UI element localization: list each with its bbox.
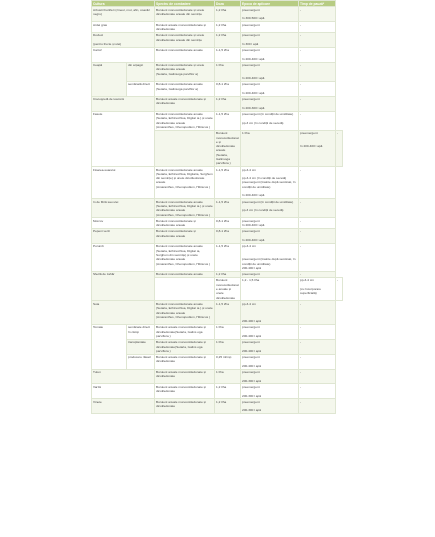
spectrum-cell: Buruieni monocotiledonate și dicotiledonate anuale <box>155 228 215 243</box>
crop-cell: Vinete <box>92 399 155 414</box>
table-row <box>92 111 343 130</box>
spectrum-cell: Buruieni monocotiledonate și dicotiledonate anuale (Setaria, Galinsoga parviflora ) <box>216 131 239 166</box>
application-epoch-cell: preemergent 200-400 l apă <box>241 339 299 354</box>
dose-cell: 1-1,5 l/ha <box>215 243 241 271</box>
table-row <box>92 301 343 324</box>
pause-time-cell: - <box>299 167 336 199</box>
table-row <box>92 354 343 369</box>
spectrum-cell: Buruieni monocotiledonate anuale (Setaria, Echinochloa, Digitar ia ) și unele dicotiledonate anuale (Amaranthus, Chenopodium, Hibiscus ) <box>155 301 215 324</box>
spectrum-cell: Buruieni monocotiledonate anuale și unele dicotiledonate <box>216 278 239 300</box>
spectrum-cell: Buruieni anuale monocotiledonate și dicotiledonate <box>155 22 215 33</box>
spectrum-cell: Buruieni monocotiledonate anuale (Setaria, Echinochloa, Digitar ia, Sorghum din semințe) și unele dicotiledonate anuale (Amaranthus, Chenopodium, Hibiscus ) <box>155 243 215 271</box>
dose-cell: 0,8-1 l/ha <box>215 218 241 229</box>
pause-time-cell: - <box>299 7 336 22</box>
dose-cell: 1 l/ha <box>215 369 241 384</box>
spectrum-cell: Buruieni monocotiledonate și unele dicotiledonate anuale din semințe <box>155 7 215 22</box>
spectrum-cell: Buruieni monocotiledonate și dicotiledonate anuale <box>155 218 215 229</box>
pause-time-cell: - <box>299 324 336 339</box>
application-epoch-cell: preemergent în 200-400 l apă <box>241 218 299 229</box>
table-row <box>92 81 343 96</box>
pause-time-cell: - <box>299 81 336 96</box>
table-row <box>92 399 343 414</box>
crop-cell: Arbusti fructiferi (zmeur, mur, afin, coacăz negru) <box>92 7 155 22</box>
crop-cell: Fasole <box>92 111 155 167</box>
table-row <box>92 384 343 399</box>
table-row <box>92 167 343 199</box>
application-epoch-cell: preemergent (în condiții de umiditate) pp-3 cm (în condiții de secetă) <box>241 111 299 130</box>
application-epoch-cell: preemergent în 200-400 l apă <box>241 47 299 62</box>
dose-cell: 1-1,5 l/ha <box>215 111 241 130</box>
application-epoch-cell: preemergent <box>241 271 299 277</box>
crop-cell: Morcov <box>92 218 155 229</box>
spectrum-cell: Buruieni monocotiledonate anuale <box>155 47 215 62</box>
crop-variant-cell: semănate direct în câmp <box>127 324 155 339</box>
pause-time-cell: - <box>299 243 336 271</box>
header-pause-time: Timp de pauză* <box>299 1 336 7</box>
pause-time-cell: - <box>299 399 336 414</box>
crop-cell: Cartof <box>92 47 155 62</box>
application-epoch-cell: pp-3-4 cm 200-400 l apă <box>241 301 299 324</box>
application-epoch-cell: preemergent <box>241 22 299 33</box>
application-epoch-cell: preemergent în 200-400 l apă <box>241 81 299 96</box>
spectrum-cell: Buruieni anuale monocotiledonate și dicotiledonate <box>155 354 215 369</box>
crop-variant-cell <box>155 130 215 166</box>
pause-time-cell: - <box>299 271 336 277</box>
dose-cell: 1 l/ha <box>215 62 241 81</box>
dose-cell: 0,8-1 l/ha <box>215 81 241 96</box>
header-spectrum: Spectru de combatere <box>155 1 215 7</box>
dose-cell: 1,2 l/ha <box>215 96 241 111</box>
spectrum-cell: Buruieni anuale monocotiledonate și dicotiledonate <box>155 96 215 111</box>
table-row <box>92 96 343 111</box>
pause-time-cell: - <box>299 301 336 324</box>
crop-cell: Sfeclă de zahăr <box>92 271 155 301</box>
dose-cell: 1-1,5 l/ha <box>215 199 241 218</box>
crop-cell: Soia <box>92 301 155 324</box>
pause-time-cell: - <box>299 228 336 243</box>
application-epoch-cell: preemergent în 300 l apă <box>241 32 299 47</box>
spectrum-cell: Buruieni monocotiledonate anuale (Setaria, Galinsoga parviflor a) <box>155 81 215 96</box>
application-epoch-cell: pp-3-4 cm pp-3-4 cm (în condiții de secetă) preemergent (înainte după semănat, în condiții de umiditate) în 200-400 l apă <box>241 167 299 199</box>
header-dose: Doza <box>215 1 241 7</box>
dose-cell: 1,2 l/ha <box>215 7 241 22</box>
herbicide-table-container <box>91 0 343 414</box>
table-row <box>92 7 343 22</box>
table-row <box>92 62 343 81</box>
dose-cell: 1-1,5 l/ha <box>215 47 241 62</box>
application-epoch-cell: preemergent în 200-300 l apă <box>241 96 299 111</box>
dose-cell: 1-1,5 l/ha <box>215 301 241 324</box>
pause-time-cell: - <box>336 277 343 300</box>
crop-variant-cell: semănată direct <box>127 81 155 96</box>
pause-time-cell: - <box>299 111 336 130</box>
spectrum-cell: Buruieni monocotiledonate și unele dicotiledonate anuale (Setaria, Galinsoga parviflor a) <box>155 62 215 81</box>
application-epoch-cell: preemergent în 300-500 l apă <box>241 7 299 22</box>
crop-cell: Pepeni verzi <box>92 228 155 243</box>
application-epoch-cell: preemergent (în condiții de umiditate) pp-3 cm (în condiții de secetă) <box>241 199 299 218</box>
dose-cell: 0,25 ml/mp <box>215 354 241 369</box>
table-body <box>92 7 343 414</box>
crop-cell: In de fibră sau ulei <box>92 199 155 218</box>
table-row <box>92 22 343 33</box>
spectrum-cell: Buruieni anuale monocotiledonate și dicotiledonate(Setaria, Galins oga parviflora ) <box>155 324 215 339</box>
dose-cell: 1,2 - 1,5 l/ha <box>241 277 299 300</box>
spectrum-cell: Buruieni monocotiledonate anuale (Setaria, Echinochloa, Digitar ia ) și unele dicotiledonate anuale (Amaranthus, Chenopodium, Hibiscus ) <box>156 112 213 129</box>
table-row <box>92 228 343 243</box>
crop-variant-cell: producere răsad <box>127 354 155 369</box>
spectrum-cell: Buruieni monocotiledonate anuale <box>155 271 215 277</box>
dose-cell: 0,8-1 l/ha <box>215 228 241 243</box>
pause-time-cell: - <box>299 47 336 62</box>
crop-cell: Porumb <box>92 243 155 271</box>
crop-cell: Tutun <box>92 369 155 384</box>
table-row <box>92 32 343 47</box>
dose-cell: 1,2 l/ha <box>215 384 241 399</box>
crop-cell: Ciocoșpelă de toamnă <box>92 96 155 111</box>
dose-cell: 1,2 l/ha <box>215 271 241 277</box>
spectrum-cell: Buruieni monocotiledonate și unele dicotiledonate anuale din semințe <box>155 32 215 47</box>
table-row <box>92 243 343 271</box>
spectrum-cell: Buruieni anuale monocotiledonate și dicotiledonate <box>155 384 215 399</box>
application-epoch-cell: preemergent în 200-400 l apă <box>299 130 336 166</box>
crop-cell: Tomate <box>92 324 127 369</box>
pause-time-cell: - <box>299 369 336 384</box>
dose-cell: 1 l/ha <box>215 339 241 354</box>
table-row <box>92 324 343 339</box>
pause-time-cell: - <box>299 96 336 111</box>
pause-time-cell: - <box>299 354 336 369</box>
crop-variant-cell: din arpagic <box>127 62 155 81</box>
dose-cell: 1,2 l/ha <box>215 22 241 33</box>
crop-cell: Varză <box>92 384 155 399</box>
application-epoch-cell: preemergent în 200-400 l apă <box>241 228 299 243</box>
crop-variant-cell: transplantate <box>127 339 155 354</box>
application-epoch-cell: pp-3-4 cm preemergent (înainte după semănat, în condiții de umiditate) 200-400 l apă <box>241 243 299 271</box>
dose-cell: 1,2 l/ha <box>215 399 241 414</box>
pause-time-cell: - <box>299 218 336 229</box>
crop-cell: Ardei gras <box>92 22 155 33</box>
crop-cell: Dovleci (pentru fructe și ulei) <box>92 32 155 47</box>
herbicide-application-table <box>91 0 343 414</box>
pause-time-cell: - <box>299 339 336 354</box>
crop-cell: Floarea-soarelui <box>92 167 155 199</box>
spectrum-cell: Buruieni monocotiledonate anuale (Setaria, Echinochloa, Digitar ia ) și unele dicotiledonate anuale (Amaranthus, Chenopodium, Hibiscus ) <box>156 199 213 217</box>
pause-time-cell: - <box>299 199 336 218</box>
application-epoch-cell: preemergent în 200-400 l apă <box>241 62 299 81</box>
pause-time-cell: - <box>299 384 336 399</box>
table-row <box>92 218 343 229</box>
table-row <box>92 339 343 354</box>
application-epoch-cell: pp-3-4 cm (cu încorporare superficială) <box>299 277 336 300</box>
application-epoch-cell: preemergent 200-400 l apă <box>241 324 299 339</box>
spectrum-cell: Buruieni anuale monocotiledonate și dicotiledonate <box>155 399 215 414</box>
spectrum-cell: Buruieni anuale monocotiledonate și dicotiledonate(Setaria, Galins oga parviflora ) <box>155 339 215 354</box>
pause-time-cell: - <box>336 130 343 166</box>
table-row <box>92 369 343 384</box>
dose-cell: 1 l/ha <box>241 130 299 166</box>
dose-cell: 1,2 l/ha <box>215 32 241 47</box>
table-row <box>92 47 343 62</box>
header-application-epoch: Epoca de aplicare <box>241 1 299 7</box>
pause-time-cell: - <box>299 32 336 47</box>
header-crop: Cultura <box>92 1 155 7</box>
application-epoch-cell: preemergent 200-400 l apă <box>241 354 299 369</box>
application-epoch-cell: preemergent 200-300 l apă <box>241 384 299 399</box>
spectrum-cell: Buruieni anuale monocotiledonate și dicotiledonate <box>155 369 215 384</box>
dose-cell: 1-1,5 l/ha <box>215 167 241 199</box>
dose-cell: 1 l/ha <box>215 324 241 339</box>
crop-cell: Ceapă <box>92 62 127 96</box>
application-epoch-cell: preemergent 200-300 l apă <box>241 369 299 384</box>
application-epoch-cell: preemergent 200-300 l apă <box>241 399 299 414</box>
pause-time-cell: - <box>299 22 336 33</box>
crop-variant-cell <box>155 277 215 300</box>
spectrum-cell: Buruieni monocotiledonate anuale (Setaria, Echinochloa, Digitaria, Sorghum din semințe) și unele dicotiledonate anuale (Amaranthus, Chenopodium, Hibiscus ) <box>155 167 215 199</box>
pause-time-cell: - <box>299 62 336 81</box>
table-row <box>92 199 343 218</box>
